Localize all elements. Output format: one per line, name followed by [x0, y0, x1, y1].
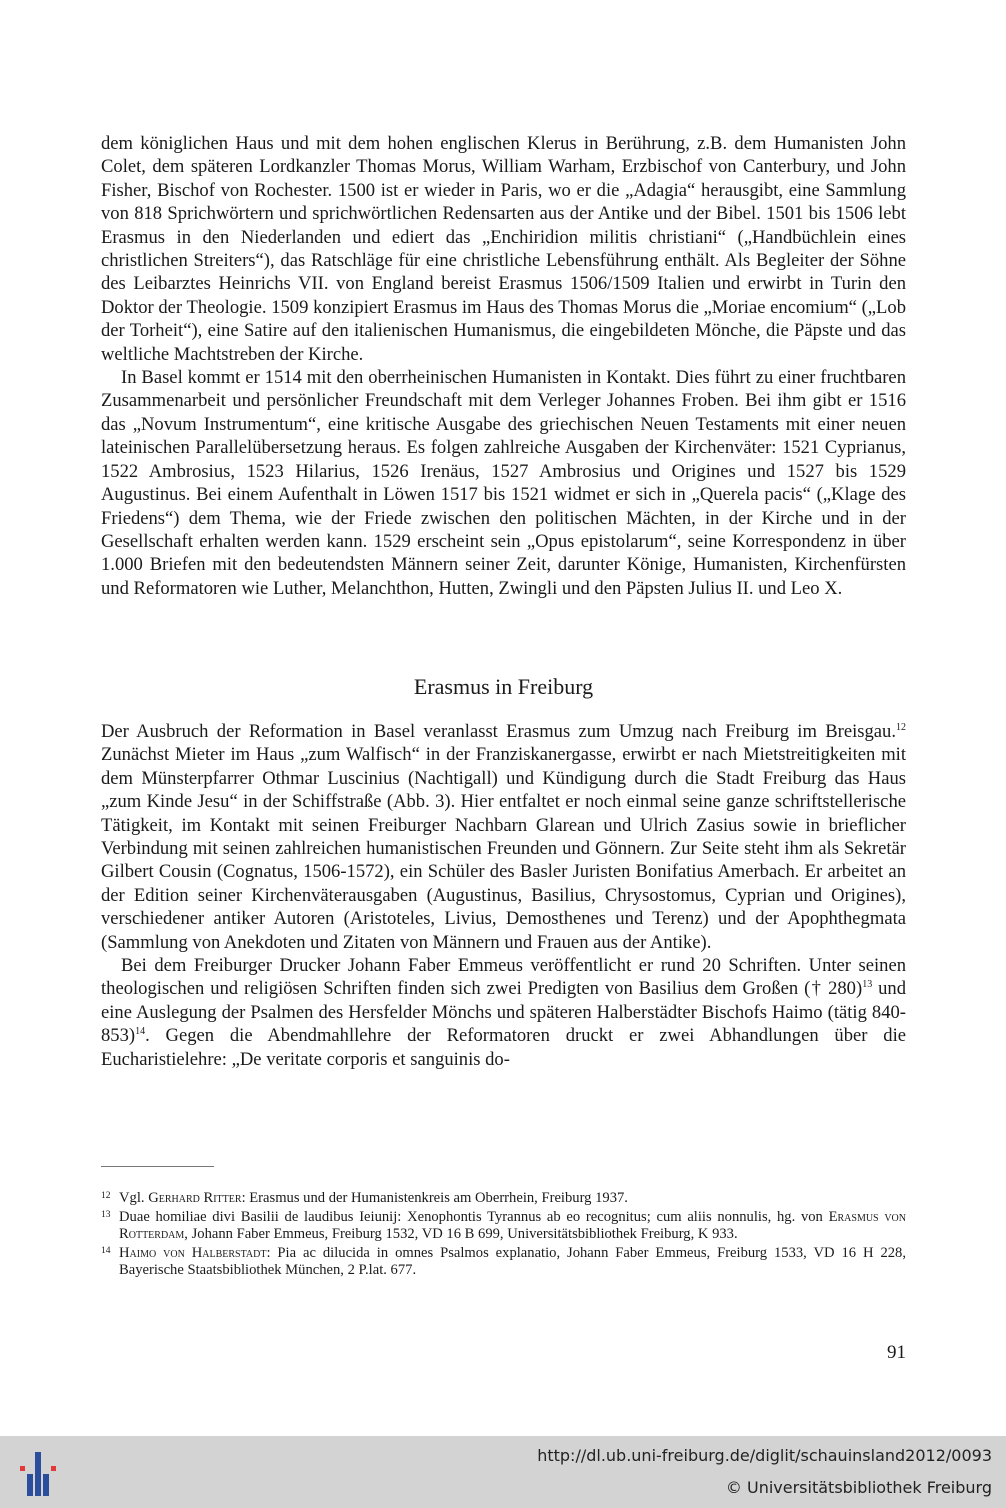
paragraph-4-text-b: und eine Auslegung der Psalmen des Hersfelder Mönchs und späteren Halberstädter Bischofs Haimo (tätig 840-853) [101, 978, 907, 1047]
footnote-ref-13[interactable]: 13 [862, 979, 873, 991]
footnote-author: Haimo von Halberstadt [119, 1244, 267, 1261]
page-number: 91 [887, 1342, 906, 1363]
footnote-ref-12[interactable]: 12 [896, 722, 906, 733]
copyright-notice: © Universitätsbibliothek Freiburg [725, 1478, 992, 1497]
section-heading: Erasmus in Freiburg [413, 674, 594, 699]
footnotes [101, 1190, 906, 1281]
paragraph-3-text-a: Der Ausbruch der Reformation in Basel veranlasst Erasmus zum Umzug nach Freiburg im Breisgau. [101, 721, 896, 742]
paragraph-1: dem königlichen Haus und mit dem hohen englischen Klerus in Berührung, z.B. dem Humanisten John Colet, dem späteren Lordkanzler Thomas Morus, William Warham, Erzbischof von Canterbury, und John Fisher, Bischof von Rochester. 1500 ist er wieder in Paris, wo er die „Adagia“ herausgibt, eine Sammlung von 818 Sprichwörtern und sprichwörtlichen Redensarten aus der Antike und der Bibel. 1501 bis 1506 lebt Erasmus in den Niederlanden und ediert das „Enchiridion militis christiani“ („Handbüchlein eines christlichen Streiters“), das Ratschläge für eine christliche Lebensführung enthält. Als Begleiter der Söhne des Leibarztes Heinrichs VII. von England bereist Erasmus 1506/1509 Italien und erwirbt in Turin den Doktor der Theologie. 1509 konzipiert Erasmus im Haus des Thomas Morus die „Moriae encomium“ („Lob der Torheit“), eine Satire auf den italienischen Humanismus, die eingebildeten Mönche, die Päpste und das weltliche Machtstreben der Kirche. [101, 133, 906, 365]
paragraph-4-text-a: Bei dem Freiburger Drucker Johann Faber Emmeus veröffentlicht er rund 20 Schriften. Unter seinen theologischen und religiösen Schriften finden sich zwei Predigten von Basilius dem Großen († 280) [101, 955, 906, 1000]
footnote-number: 14 [101, 1245, 111, 1256]
paragraph-3 [101, 720, 906, 954]
footnote-ref-14[interactable]: 14 [135, 1026, 146, 1038]
paragraph-2: In Basel kommt er 1514 mit den oberrheinischen Humanisten in Kontakt. Dies führt zu einer fruchtbaren Zusammenarbeit und persönlicher Freundschaft mit dem Verleger Johannes Froben. Bei ihm gibt er 1516 das „Novum Instrumentum“, eine kritische Ausgabe des griechischen Neuen Testaments mit einer neuen lateinischen Parallelübersetzung heraus. Es folgen zahlreiche Ausgaben der Kirchenväter: 1521 Cyprianus, 1522 Ambrosius, 1523 Hilarius, 1526 Irenäus, 1527 Ambrosius und Origines und 1527 bis 1529 Augustinus. Bei einem Aufenthalt in Löwen 1517 bis 1521 widmet er sich in „Querela pacis“ („Klage des Friedens“) dem Thema, wie der Friede zwischen den politischen Mächten, in der Kirche und in der Gesellschaft erhalten werden kann. 1529 erscheint sein „Opus epistolarum“, seine Korrespondenz in über 1.000 Briefen mit den bedeutendsten Männern seiner Zeit, darunter Könige, Humanisten, Kirchenfürsten und Reformatoren wie Luther, Melanchthon, Hutten, Zwingli und den Päpsten Julius II. und Leo X. [101, 367, 906, 599]
footnote-number: 13 [101, 1209, 111, 1220]
footnote-author: Gerhard Ritter [148, 1190, 242, 1206]
body-text-bottom [101, 720, 906, 1071]
paragraph-4-text-c: . Gegen die Abendmahllehre der Reformatoren druckt er zwei Abhandlungen über die Eucharistielehre: „De veritate corporis et sanguinis do- [101, 1025, 906, 1070]
ub-freiburg-logo-icon[interactable] [10, 1446, 66, 1502]
footnote-text: : Pia ac dilucida in omnes Psalmos explanatio, Johann Faber Emmeus, Freiburg 1533, VD 16 H 228, Bayerische Staatsbibliothek München, 2 P.lat. 677. [119, 1244, 906, 1279]
permalink-url[interactable]: http://dl.ub.uni-freiburg.de/diglit/schauinsland2012/0093 [537, 1446, 992, 1465]
viewer-footer [0, 1436, 1006, 1508]
footnote-number: 12 [101, 1191, 111, 1201]
footnote-prefix: Duae homiliae divi Basilii de laudibus Ieiunij: Xenophontis Tyrannus ab eo recognitus; cum aliis nonnulis, hg. von [119, 1208, 829, 1225]
paragraph-3-text-b: Zunächst Mieter im Haus „zum Walfisch“ in der Franziskanergasse, erwirbt er nach Mietstreitigkeiten mit dem Münsterpfarrer Othmar Luscinius (Nachtigall) und Kündigung durch die Stadt Freiburg das Haus „zum Kinde Jesu“ in der Schiffstraße (Abb. 3). Hier entfaltet er noch einmal seine ganze schriftstellerische Tätigkeit, im Kontakt mit seinen Freiburger Nachbarn Glarean und Ulrich Zasius sowie in brieflicher Verbindung mit seinen zahlreichen humanistischen Freunden und Gönnern. Zur Seite steht ihm als Sekretär Gilbert Cousin (Cognatus, 1506-1572), ein Schüler des Basler Juristen Bonifatius Amerbach. Er arbeitet an der Edition seiner Kirchenväterausgaben (Augustinus, Basilius, Chrysostomus, Cyprian und Origines), verschiedener antiker Autoren (Aristoteles, Livius, Demosthenes und Terenz) und der Apophthegmata (Sammlung von Anekdoten und Zitaten von Männern und Frauen aus der Antike). [101, 744, 906, 953]
paragraph-4 [101, 954, 906, 1071]
footnote-12 [101, 1190, 906, 1208]
footnote-14 [101, 1245, 906, 1280]
footnote-text: : Erasmus und der Humanistenkreis am Oberrhein, Freiburg 1937. [241, 1190, 628, 1206]
footnote-author: Erasmus von Rotterdam [119, 1208, 907, 1243]
footnote-prefix: Vgl. [119, 1190, 149, 1206]
footnote-text: , Johann Faber Emmeus, Freiburg 1532, VD 16 B 699, Universitätsbibliothek Freiburg, K 933. [184, 1226, 738, 1243]
footnote-13 [101, 1209, 906, 1244]
body-text-top [101, 132, 906, 600]
footnote-divider [101, 1166, 214, 1167]
